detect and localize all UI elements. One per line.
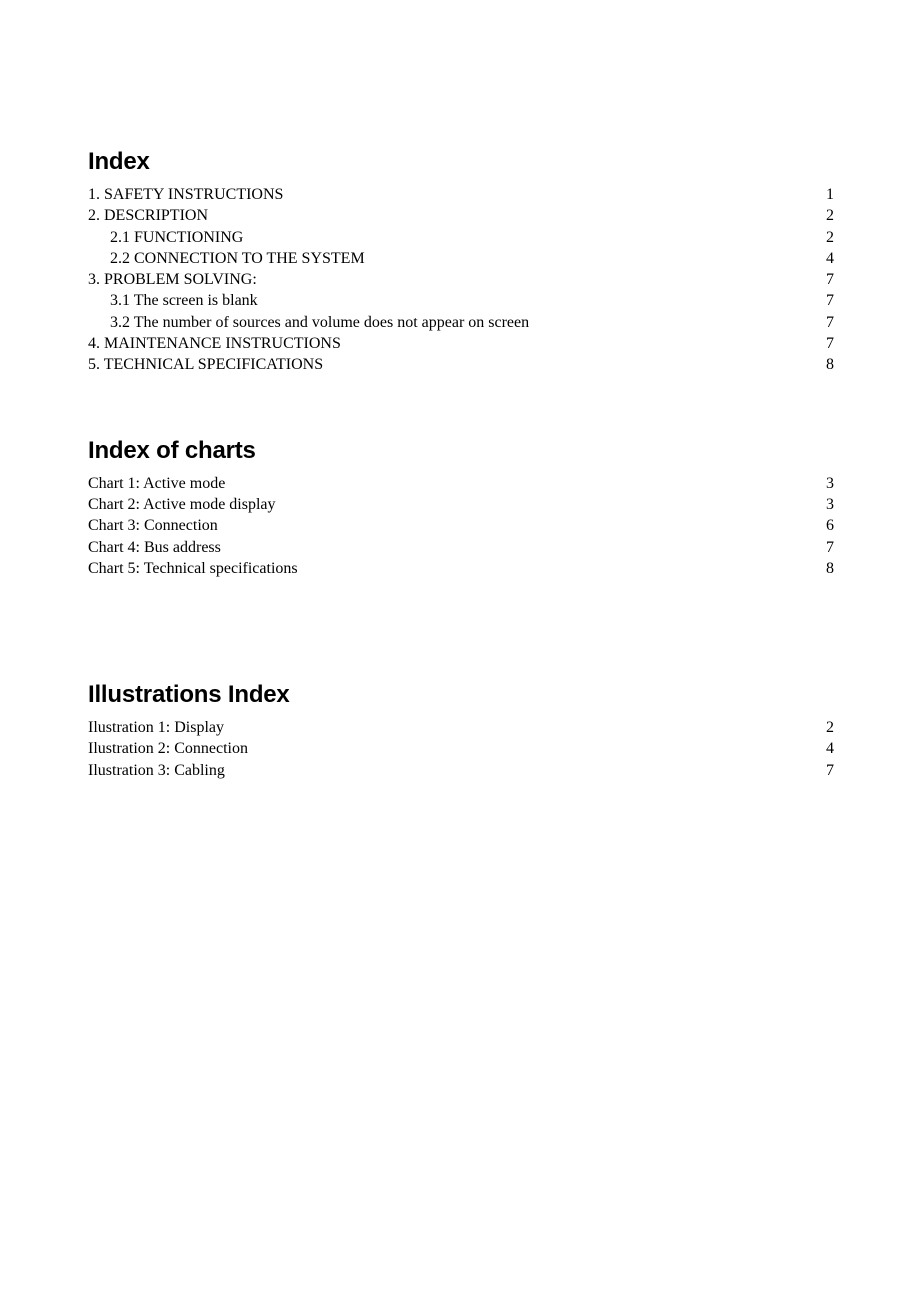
toc-entry-title: Chart 1: Active mode — [88, 474, 226, 492]
toc-entry-title: 3. PROBLEM SOLVING: — [88, 271, 257, 289]
toc-entry-title: Chart 2: Active mode display — [88, 495, 276, 513]
toc-entry[interactable] — [88, 184, 834, 205]
index-heading: Index — [88, 148, 150, 175]
toc-entry-page: 3 — [826, 495, 834, 513]
toc-entry-title: Ilustration 3: Cabling — [88, 761, 225, 779]
toc-entry-page: 6 — [826, 517, 834, 535]
illustrations-index-heading: Illustrations Index — [88, 681, 290, 709]
toc-entry-title: 2. DESCRIPTION — [88, 207, 209, 225]
toc-entry[interactable] — [88, 717, 834, 738]
toc-entry-title: Ilustration 1: Display — [88, 719, 224, 737]
toc-entry-page: 3 — [826, 474, 834, 492]
toc-entry[interactable] — [88, 205, 834, 226]
toc-entry-title: Chart 4: Bus address — [88, 538, 221, 556]
toc-entry[interactable] — [88, 760, 834, 781]
toc-entry-title: 2.2 CONNECTION TO THE SYSTEM — [110, 249, 365, 267]
toc-entry[interactable] — [88, 290, 834, 311]
toc-entry-title: 5. TECHNICAL SPECIFICATIONS — [88, 356, 324, 374]
toc-entry-page: 7 — [826, 335, 834, 353]
toc-entry-page: 2 — [826, 719, 834, 737]
toc-entry[interactable] — [88, 227, 834, 248]
toc-entry-title: 1. SAFETY INSTRUCTIONS — [88, 186, 284, 203]
toc-entry[interactable] — [88, 354, 834, 375]
toc-entry-page: 2 — [826, 228, 834, 246]
toc-entry-page: 2 — [826, 207, 834, 225]
charts-index-heading: Index of charts — [88, 436, 256, 464]
toc-entry-page: 7 — [826, 292, 834, 310]
toc-entry-page: 8 — [826, 559, 834, 577]
charts-index-list — [88, 473, 834, 579]
toc-entry-title: 2.1 FUNCTIONING — [110, 228, 244, 246]
toc-entry-page: 8 — [826, 356, 834, 374]
toc-entry-page: 4 — [826, 249, 834, 267]
toc-entry-page: 4 — [826, 740, 834, 758]
toc-entry-page: 7 — [826, 313, 834, 331]
toc-entry[interactable] — [88, 558, 834, 579]
illustrations-index-list — [88, 717, 834, 781]
illustrations-index-section — [88, 679, 834, 781]
toc-entry-page: 1 — [826, 186, 834, 203]
toc-entry[interactable] — [88, 333, 834, 354]
charts-index-section — [88, 435, 834, 579]
toc-entry[interactable] — [88, 515, 834, 536]
document-page — [88, 146, 834, 781]
index-list — [88, 184, 834, 376]
toc-entry-title: 3.2 The number of sources and volume does not appear on screen — [110, 313, 530, 331]
toc-entry[interactable] — [88, 738, 834, 759]
toc-entry[interactable] — [88, 312, 834, 333]
toc-entry[interactable] — [88, 248, 834, 269]
toc-entry[interactable] — [88, 537, 834, 558]
toc-entry-page: 7 — [826, 271, 834, 289]
toc-entry-title: Ilustration 2: Connection — [88, 740, 248, 758]
index-section — [88, 146, 834, 376]
toc-entry-title: 3.1 The screen is blank — [110, 292, 258, 310]
toc-entry-page: 7 — [826, 761, 834, 779]
toc-entry[interactable] — [88, 269, 834, 290]
toc-entry-title: Chart 3: Connection — [88, 517, 218, 535]
toc-entry-title: 4. MAINTENANCE INSTRUCTIONS — [88, 335, 341, 353]
toc-entry[interactable] — [88, 473, 834, 494]
toc-entry-page: 7 — [826, 538, 834, 556]
toc-entry[interactable] — [88, 494, 834, 515]
toc-entry-title: Chart 5: Technical specifications — [88, 559, 298, 577]
